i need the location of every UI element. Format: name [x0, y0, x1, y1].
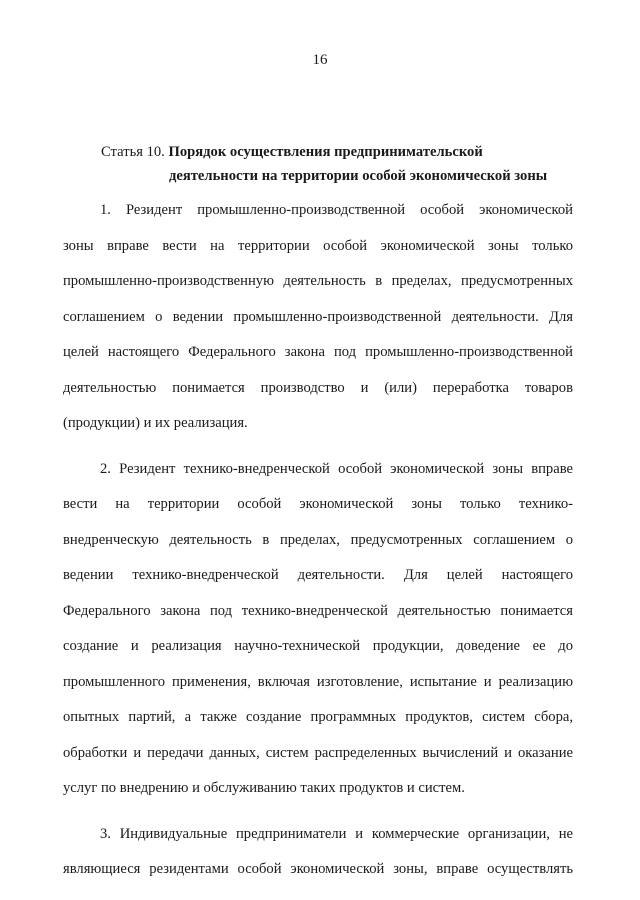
text-line: зоны вправе вести на территории особой экономической зоны только	[63, 237, 573, 254]
text-line: услуг по внедрению и обслуживанию таких продуктов и систем.	[63, 780, 465, 796]
text-line: (продукции) и их реализация.	[63, 415, 248, 431]
text-line: Федерального закона под технико-внедренческой деятельностью понимается	[63, 602, 573, 619]
text-line: являющиеся резидентами особой экономической зоны, вправе осуществлять	[63, 861, 573, 877]
text-line: целей настоящего Федерального закона под промышленно-производственной	[63, 344, 573, 360]
paragraph-2	[63, 452, 573, 807]
article-title-line-1: Порядок осуществления предпринимательской	[168, 144, 483, 160]
text-line: деятельностью понимается производство и (или) переработка товаров	[63, 379, 573, 396]
text-line: создание и реализация научно-технической продукции, доведение ее до	[63, 638, 573, 654]
text-line: внедренческую деятельность в пределах, предусмотренных соглашением о	[63, 531, 573, 548]
paragraph-1	[63, 193, 573, 442]
article-title-line-2: деятельности на территории особой экономической зоны	[169, 168, 548, 184]
text-line: опытных партий, а также создание программных продуктов, систем сбора,	[63, 709, 573, 725]
page-number: 16	[312, 52, 328, 68]
text-line: 3. Индивидуальные предприниматели и коммерческие организации, не	[100, 825, 573, 842]
article-body	[63, 193, 573, 898]
text-line: 1. Резидент промышленно-производственной особой экономической	[100, 202, 573, 218]
article-heading	[101, 140, 581, 188]
text-line: вести на территории особой экономической зоны только технико-	[63, 496, 573, 512]
paragraph-3	[63, 817, 573, 888]
text-line: ведении технико-внедренческой деятельности. Для целей настоящего	[63, 567, 573, 583]
text-line: обработки и передачи данных, систем распределенных вычислений и оказание	[63, 744, 573, 761]
text-line: соглашением о ведении промышленно-производственной деятельности. Для	[63, 308, 573, 325]
text-line: промышленного применения, включая изготовление, испытание и реализацию	[63, 673, 573, 690]
text-line: 2. Резидент технико-внедренческой особой экономической зоны вправе	[100, 460, 573, 477]
text-line: промышленно-производственную деятельность в пределах, предусмотренных	[63, 273, 573, 289]
article-label: Статья 10.	[101, 144, 165, 160]
